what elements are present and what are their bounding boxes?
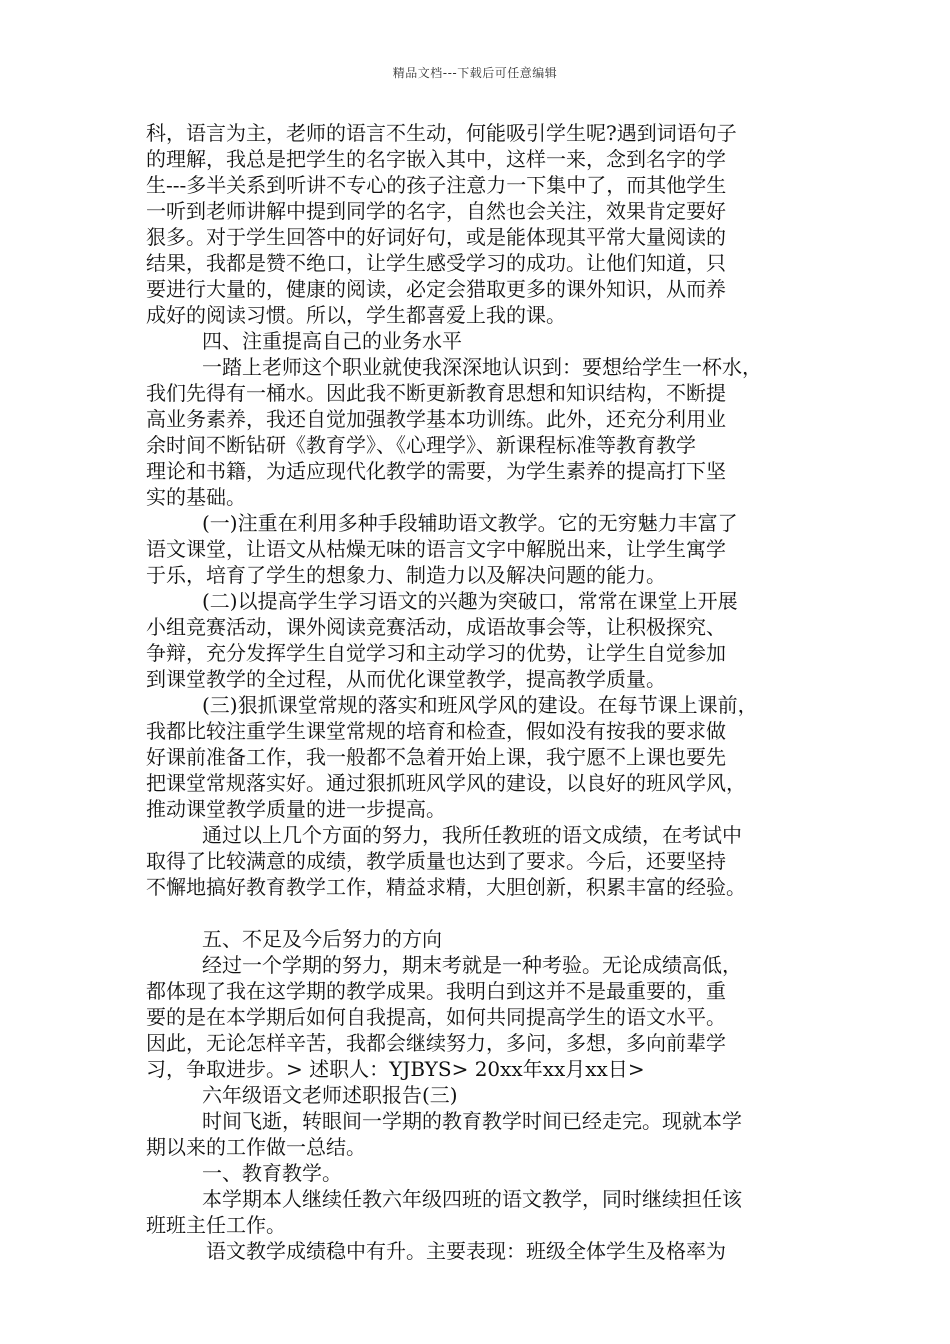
text-line: 于乐，培育了学生的想象力、制造力以及解决问题的能力。 (146, 563, 666, 587)
text-line: 推动课堂教学质量的进一步提高。 (146, 797, 446, 821)
text-line: 结果，我都是赞不绝口，让学生感受学习的成功。让他们知道，只 (146, 251, 726, 275)
paragraph-gap (146, 900, 818, 926)
text-line: (二)以提高学生学习语文的兴趣为突破口，常常在课堂上开展 (202, 589, 738, 613)
text-line: 经过一个学期的努力，期末考就是一种考验。无论成绩高低， (202, 953, 742, 977)
text-line: 班班主任工作。 (146, 1213, 286, 1237)
text-line: 到课堂教学的全过程，从而优化课堂教学，提高教学质量。 (146, 667, 666, 691)
text-line: 实的基础。 (146, 485, 246, 509)
text-line: 把课堂常规落实好。通过狠抓班风学风的建设，以良好的班风学风， (146, 771, 746, 795)
text-line: 我都比较注重学生课堂常规的培育和检查，假如没有按我的要求做 (146, 719, 726, 743)
text-line: 好课前准备工作，我一般都不急着开始上课，我宁愿不上课也要先 (146, 745, 726, 769)
text-line: 小组竞赛活动，课外阅读竞赛活动，成语故事会等，让积极探究、 (146, 615, 726, 639)
text-line: 四、注重提高自己的业务水平 (202, 329, 462, 353)
text-line: 都体现了我在这学期的教学成果。我明白到这并不是最重要的，重 (146, 979, 726, 1003)
text-line: 因此，无论怎样辛苦，我都会继续努力，多问，多想，多向前辈学 (146, 1031, 726, 1055)
text-line: 争辩，充分发挥学生自觉学习和主动学习的优势，让学生自觉参加 (146, 641, 726, 665)
text-line: (三)狠抓课堂常规的落实和班风学风的建设。在每节课上课前， (202, 693, 758, 717)
text-line: 狠多。对于学生回答中的好词好句，或是能体现其平常大量阅读的 (146, 225, 726, 249)
text-line: 生---多半关系到听讲不专心的孩子注意力一下集中了，而其他学生 (146, 173, 727, 197)
text-line: (一)注重在利用多种手段辅助语文教学。它的无穷魅力丰富了 (202, 511, 738, 535)
text-line: 六年级语文老师述职报告(三) (202, 1083, 458, 1107)
text-line: 的理解，我总是把学生的名字嵌入其中，这样一来，念到名字的学 (146, 147, 726, 171)
text-line: 要进行大量的，健康的阅读，必定会猎取更多的课外知识，从而养 (146, 277, 726, 301)
text-line: 语文教学成绩稳中有升。主要表现：班级全体学生及格率为 (206, 1239, 726, 1263)
text-line: 取得了比较满意的成绩，教学质量也达到了要求。今后，还要坚持 (146, 849, 726, 873)
text-line: 期以来的工作做一总结。 (146, 1135, 366, 1159)
text-line: 时间飞逝，转眼间一学期的教育教学时间已经走完。现就本学 (202, 1109, 742, 1133)
text-line: 要的是在本学期后如何自我提高，如何共同提高学生的语文水平。 (146, 1005, 726, 1029)
text-line: 语文课堂，让语文从枯燥无味的语言文字中解脱出来，让学生寓学 (146, 537, 726, 561)
text-line: 不懈地搞好教育教学工作，精益求精，大胆创新，积累丰富的经验。 (146, 875, 746, 899)
page-header: 精品文档---下载后可任意编辑 (392, 66, 558, 80)
text-line: 习，争取进步。> 述职人：YJBYS> 20xx年xx月xx日> (146, 1057, 645, 1081)
text-line: 理论和书籍，为适应现代化教学的需要，为学生素养的提高打下坚 (146, 459, 726, 483)
text-line: 科，语言为主，老师的语言不生动，何能吸引学生呢?遇到词语句子 (146, 121, 737, 145)
text-line: 一、教育教学。 (202, 1161, 342, 1185)
text-line: 本学期本人继续任教六年级四班的语文教学，同时继续担任该 (202, 1187, 742, 1211)
text-line: 高业务素养，我还自觉加强教学基本功训练。此外，还充分利用业 (146, 407, 726, 431)
text-line: 一踏上老师这个职业就使我深深地认识到：要想给学生一杯水， (202, 355, 762, 379)
text-line: 五、不足及今后努力的方向 (202, 927, 442, 951)
document-body (146, 120, 818, 1264)
text-line: 我们先得有一桶水。因此我不断更新教育思想和知识结构，不断提 (146, 381, 726, 405)
text-line: 余时间不断钻研《教育学》、《心理学》、新课程标准等教育教学 (146, 433, 696, 457)
text-line: 通过以上几个方面的努力，我所任教班的语文成绩，在考试中 (202, 823, 742, 847)
text-line: 成好的阅读习惯。所以，学生都喜爱上我的课。 (146, 303, 566, 327)
text-line: 一听到老师讲解中提到同学的名字，自然也会关注，效果肯定要好 (146, 199, 726, 223)
